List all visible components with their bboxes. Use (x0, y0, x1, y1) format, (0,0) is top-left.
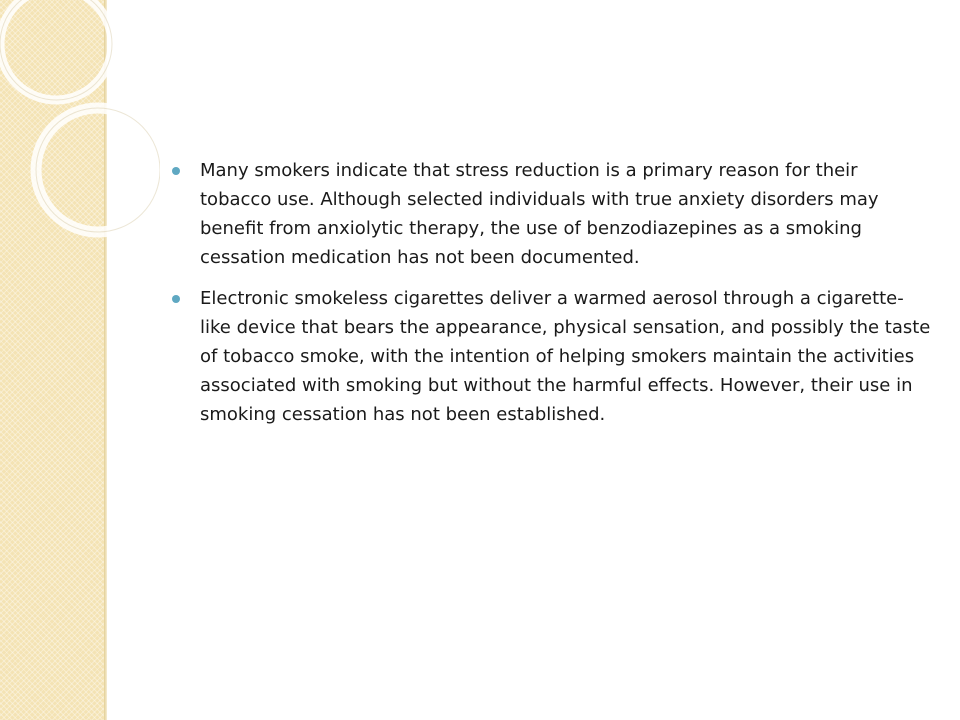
bullet-item (172, 284, 932, 429)
bullet-item (172, 156, 932, 272)
top-ring (0, 0, 112, 100)
decorative-rings (0, 0, 160, 320)
bullet-text: Many smokers indicate that stress reduction is a primary reason for their tobacco use. Although selected individuals with true anxiety disorders may benefit from anxiolytic therapy, the use of benzodiazepines as a smoking cessation medication has not been documented. (200, 160, 879, 268)
middle-ring (36, 108, 160, 232)
bullet-list (172, 156, 932, 441)
bullet-dot-icon (172, 167, 180, 175)
bullet-text: Electronic smokeless cigarettes deliver a warmed aerosol through a cigarette-like device that bears the appearance, physical sensation, and possibly the taste of tobacco smoke, with the intention of helping smokers maintain the activities associated with smoking but without the harmful effects. However, their use in smoking cessation has not been established. (200, 288, 931, 425)
bullet-dot-icon (172, 295, 180, 303)
